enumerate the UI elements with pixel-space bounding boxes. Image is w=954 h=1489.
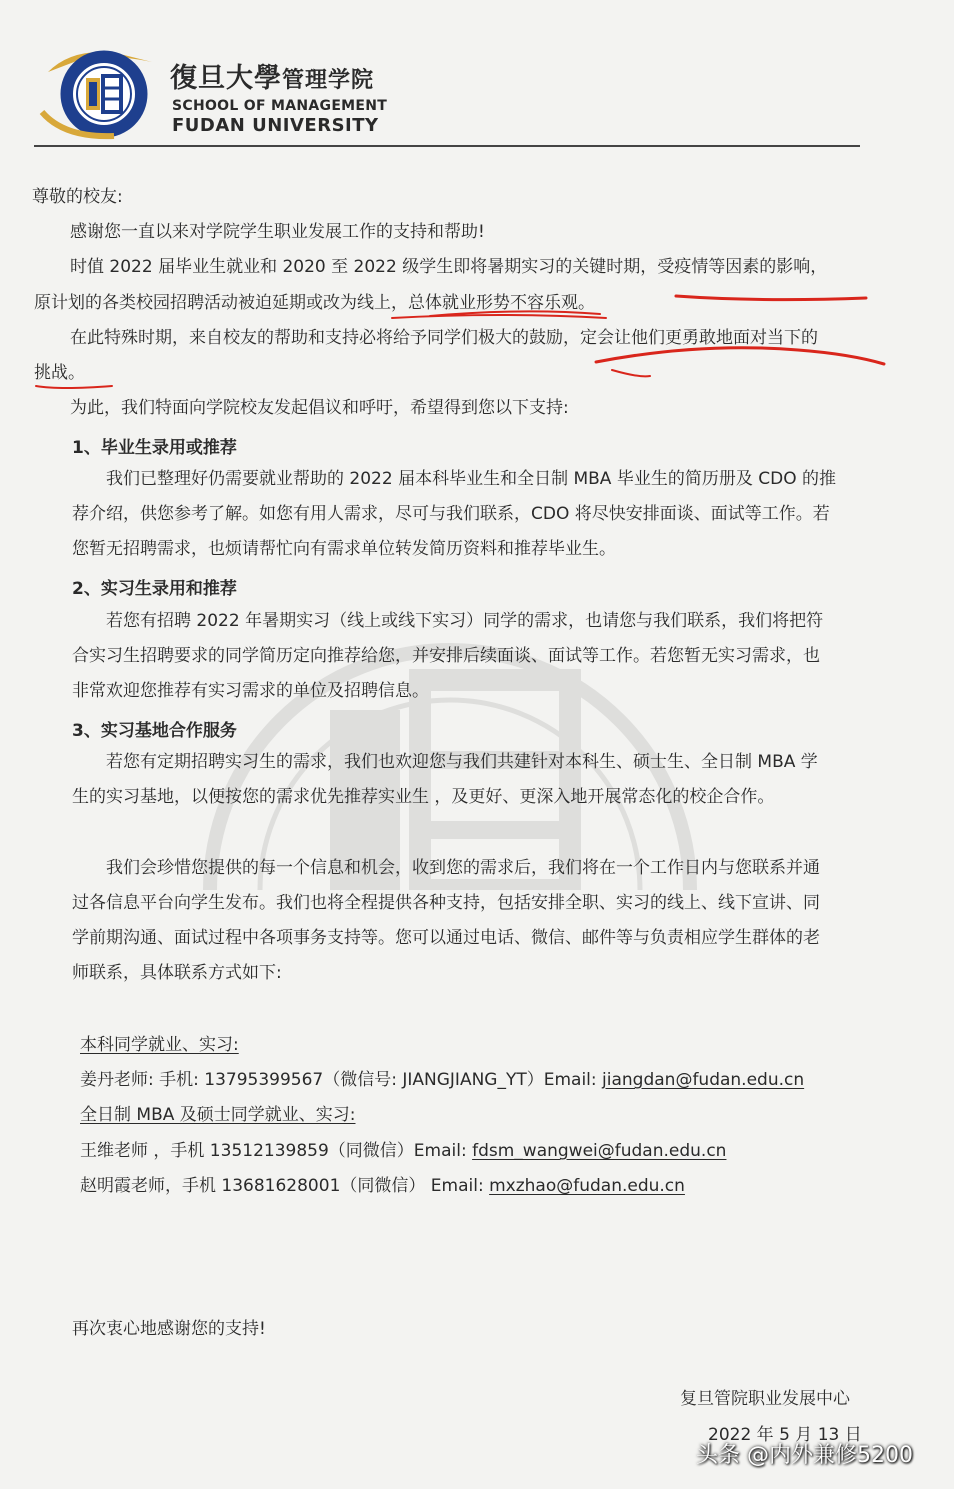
paragraph-support-line2: 挑战。	[34, 363, 85, 383]
contact-group-undergrad: 本科同学就业、实习:	[80, 1035, 239, 1055]
toutiao-watermark: 头条 @内外兼修5200	[696, 1443, 913, 1468]
contact-zhaomingxia	[80, 1169, 685, 1204]
paragraph-appeal: 为此，我们特面向学院校友发起倡议和呼吁，希望得到您以下支持:	[70, 398, 569, 418]
fudan-logo	[34, 42, 160, 142]
section-1-line1: 我们已整理好仍需要就业帮助的 2022 届本科毕业生和全日制 MBA 毕业生的简历册及 CDO 的推	[106, 469, 836, 489]
contact-zhaomingxia-info: 赵明霞老师，手机 13681628001（同微信） Email:	[80, 1176, 490, 1196]
contact-group-mba: 全日制 MBA 及硕士同学就业、实习:	[80, 1105, 356, 1125]
header-divider	[34, 145, 860, 147]
section-2-line2: 合实习生招聘要求的同学简历定向推荐给您，并安排后续面谈、面试等工作。若您暂无实习需求，也	[72, 646, 820, 666]
paragraph-commitment-line1: 我们会珍惜您提供的每一个信息和机会，收到您的需求后，我们将在一个工作日内与您联系并通	[106, 858, 820, 878]
name-cn-dept: 管理学院	[282, 68, 375, 93]
email-link-wangwei[interactable]: fdsm_wangwei@fudan.edu.cn	[472, 1141, 727, 1161]
section-1-line2: 荐介绍，供您参考了解。如您有用人需求，尽可与我们联系，CDO 将尽快安排面谈、面试等工作。若	[72, 504, 830, 524]
closing-thanks: 再次衷心地感谢您的支持!	[72, 1319, 266, 1339]
salutation: 尊敬的校友:	[32, 187, 123, 207]
paragraph-commitment-line3: 学前期沟通、面试过程中各项事务支持等。您可以通过电话、微信、邮件等与负责相应学生群体的老	[72, 928, 820, 948]
section-2-title: 2、实习生录用和推荐	[72, 579, 237, 599]
section-3-line2: 生的实习基地，以便按您的需求优先推荐实业生 ，及更好、更深入地开展常态化的校企合作。	[72, 787, 775, 807]
contact-jiangdan-info: 姜丹老师: 手机: 13795399567（微信号: JIANGJIANG_YT）Email:	[80, 1070, 603, 1090]
section-1-line3: 您暂无招聘需求，也烦请帮忙向有需求单位转发简历资料和推荐毕业生。	[72, 539, 616, 559]
signature: 复旦管院职业发展中心	[680, 1389, 850, 1409]
paragraph-context-line2: 原计划的各类校园招聘活动被迫延期或改为线上，总体就业形势不容乐观。	[34, 293, 595, 313]
paragraph-context-line1: 时值 2022 届毕业生就业和 2020 至 2022 级学生即将暑期实习的关键时期，受疫情等因素的影响，	[70, 257, 828, 277]
section-2-line3: 非常欢迎您推荐有实习需求的单位及招聘信息。	[72, 681, 429, 701]
email-link-jiangdan[interactable]: jiangdan@fudan.edu.cn	[602, 1070, 805, 1090]
section-2-line1: 若您有招聘 2022 年暑期实习（线上或线下实习）同学的需求，也请您与我们联系，我们将把符	[106, 611, 824, 631]
paragraph-thanks: 感谢您一直以来对学院学生职业发展工作的支持和帮助!	[70, 222, 485, 242]
contact-wangwei	[80, 1134, 726, 1169]
contact-jiangdan	[80, 1063, 804, 1098]
section-1-title: 1、毕业生录用或推荐	[72, 438, 237, 458]
name-cn: 復旦大學	[170, 63, 282, 94]
paragraph-commitment-line4: 师联系，具体联系方式如下:	[72, 963, 282, 983]
email-link-mxzhao[interactable]: mxzhao@fudan.edu.cn	[489, 1176, 685, 1196]
school-name-en: SCHOOL OF MANAGEMENT	[172, 98, 388, 114]
date: 2022 年 5 月 13 日	[708, 1425, 862, 1445]
university-name-cn	[170, 56, 374, 95]
university-name-en: FUDAN UNIVERSITY	[172, 115, 379, 136]
section-3-line1: 若您有定期招聘实习生的需求，我们也欢迎您与我们共建针对本科生、硕士生、全日制 MBA 学	[106, 752, 818, 772]
paragraph-commitment-line2: 过各信息平台向学生发布。我们也将全程提供各种支持，包括安排全职、实习的线上、线下宣讲、同	[72, 893, 820, 913]
paragraph-support-line1: 在此特殊时期，来自校友的帮助和支持必将给予同学们极大的鼓励，定会让他们更勇敢地面对当下的	[70, 328, 818, 348]
section-3-title: 3、实习基地合作服务	[72, 721, 237, 741]
contact-wangwei-info: 王维老师 ，手机 13512139859（同微信）Email:	[80, 1141, 473, 1161]
